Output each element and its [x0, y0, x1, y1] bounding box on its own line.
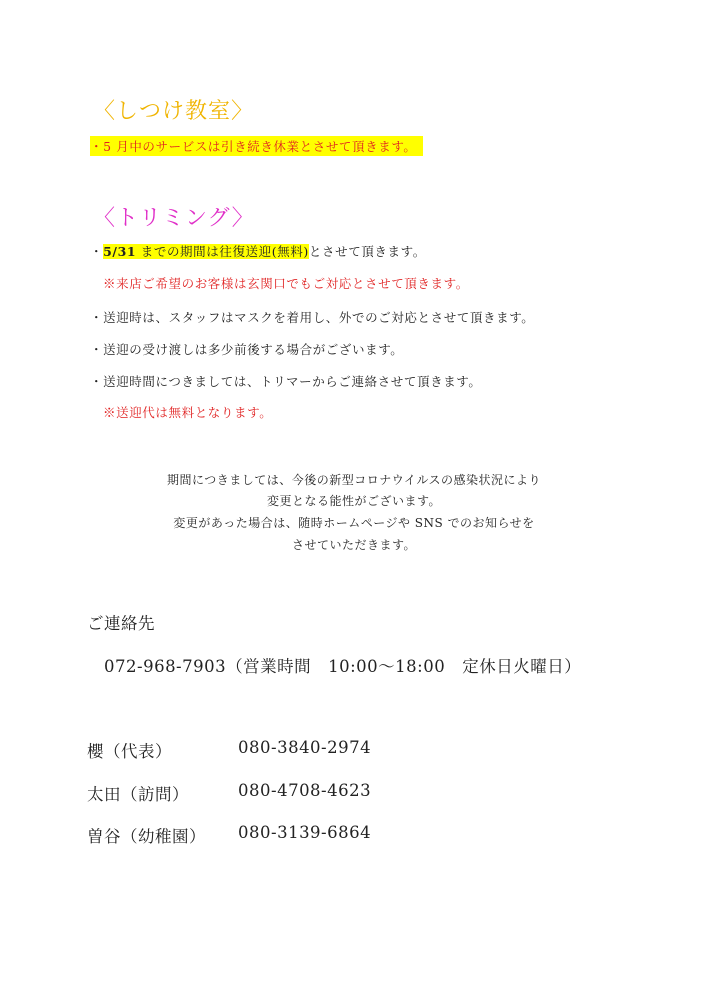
contact-name-sakura: 櫻（代表）	[87, 742, 172, 761]
contact-phone-sakura: 080-3840-2974	[238, 738, 372, 757]
notice-line-4: させていただきます。	[291, 538, 417, 552]
handover-line: ・送迎の受け渡しは多少前後する場合がございます。	[90, 342, 404, 357]
contact-name-ota: 太田（訪問）	[87, 785, 189, 804]
bullet: ・	[90, 244, 104, 259]
shitsuke-service-line: ・5 月中のサービスは引き続き休業とさせて頂きます。	[90, 136, 423, 156]
free-highlight: (無料)	[271, 244, 309, 259]
notice-line-1: 期間につきましては、今後の新型コロナウイルスの感染状況により	[166, 473, 542, 487]
main-phone: 072-968-7903（営業時間 10:00～18:00 定休日火曜日）	[104, 657, 582, 676]
contact-phone-ota: 080-4708-4623	[238, 781, 372, 800]
notice-line-3: 変更があった場合は、随時ホームページや SNS でのお知らせを	[173, 516, 535, 530]
contact-time-line: ・送迎時間につきましては、トリマーからご連絡させて頂きます。	[90, 374, 482, 389]
trimming-heading: 〈トリミング〉	[93, 206, 255, 231]
free-fee-note: ※送迎代は無料となります。	[103, 405, 273, 420]
contact-title: ご連絡先	[87, 614, 155, 633]
shitsuke-heading: 〈しつけ教室〉	[93, 99, 255, 124]
period-text: までの期間は往復送迎	[136, 244, 272, 259]
pickup-tail: とさせて頂きます。	[308, 244, 426, 259]
contact-phone-sotani: 080-3139-6864	[238, 823, 372, 842]
date-highlight: 5/31	[103, 244, 137, 259]
contact-name-sotani: 曽谷（幼稚園）	[87, 827, 206, 846]
trimming-pickup-line	[90, 242, 426, 260]
mask-line: ・送迎時は、スタッフはマスクを着用し、外でのご対応とさせて頂きます。	[90, 310, 535, 325]
entrance-note: ※来店ご希望のお客様は玄関口でもご対応とさせて頂きます。	[103, 276, 469, 291]
notice-line-2: 変更となる能性がございます。	[266, 494, 442, 508]
